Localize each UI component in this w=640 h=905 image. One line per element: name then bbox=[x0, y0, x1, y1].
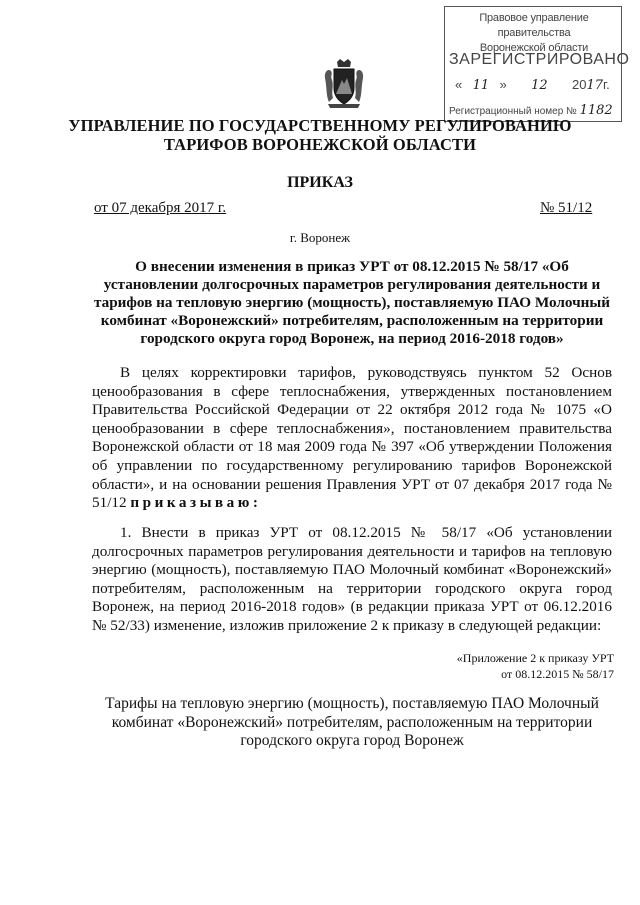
preamble-paragraph bbox=[92, 364, 612, 513]
stamp-date-month: 12 bbox=[531, 78, 548, 93]
organization-name-line1: УПРАВЛЕНИЕ ПО ГОСУДАРСТВЕННОМУ РЕГУЛИРОВАНИЮ bbox=[68, 116, 572, 135]
stamp-reg-label: Регистрационный номер № bbox=[449, 106, 577, 117]
stamp-date-open-quote: « bbox=[455, 77, 463, 92]
preamble-text: В целях корректировки тарифов, руководствуясь пунктом 52 Основ ценообразования в сфере теплоснабжения, утвержденных постановлением Правительства Российской Федерации от 22 октября 2012 года № 1075 «О ценообразовании в сфере теплоснабжения», постановлением правительства Воронежской области от 18 мая 2009 года № 397 «Об утверждении Положения об управлении по государственному регулированию тарифов Воронежской области», и на основании решения Правления УРТ от 07 декабря 2017 года № 51/12 bbox=[92, 364, 612, 512]
document-subject: О внесении изменения в приказ УРТ от 08.12.2015 № 58/17 «Об установлении долгосрочных параметров регулирования деятельности и тарифов на тепловую энергию (мощность), поставляемую ПАО Молочный комбинат «Воронежский» потребителям, расположенным на территории городского округа город Воронеж, на период 2016-2018 годов» bbox=[93, 258, 611, 347]
stamp-reg-value: 1182 bbox=[579, 103, 613, 118]
stamp-date-close-quote: » bbox=[499, 77, 507, 92]
document-city: г. Воронеж bbox=[289, 230, 351, 245]
stamp-date-year-end: г. bbox=[602, 77, 610, 92]
stamp-date-year-suffix: 17 bbox=[586, 78, 603, 93]
appendix-line2: от 08.12.2015 № 58/17 bbox=[501, 667, 614, 681]
order-word: приказываю: bbox=[130, 494, 262, 512]
document-date: от 07 декабря 2017 г. bbox=[94, 200, 227, 216]
tariffs-title: Тарифы на тепловую энергию (мощность), поставляемую ПАО Молочный комбинат «Воронежский» потребителям, расположенным на территории городского округа город Воронеж bbox=[105, 695, 599, 749]
stamp-date bbox=[455, 77, 615, 93]
coat-of-arms-icon bbox=[322, 58, 366, 110]
stamp-date-year-prefix: 20 bbox=[571, 77, 587, 92]
stamp-org-line2: Воронежской области bbox=[479, 42, 589, 54]
document-type: ПРИКАЗ bbox=[287, 174, 353, 191]
stamp-organization bbox=[451, 11, 617, 56]
stamp-date-day: 11 bbox=[472, 78, 490, 93]
organization-name-line2: ТАРИФОВ ВОРОНЕЖСКОЙ ОБЛАСТИ bbox=[163, 135, 477, 154]
appendix-reference bbox=[457, 650, 614, 682]
stamp-org-line1: Правовое управление правительства bbox=[479, 12, 589, 39]
stamp-registered-label: ЗАРЕГИСТРИРОВАНО bbox=[449, 51, 630, 68]
registration-stamp bbox=[444, 6, 630, 122]
document-number: № 51/12 bbox=[540, 200, 593, 216]
appendix-line1: «Приложение 2 к приказу УРТ bbox=[456, 651, 614, 665]
order-item-1: 1. Внести в приказ УРТ от 08.12.2015 № 58/17 «Об установлении долгосрочных параметров регулирования деятельности и тарифов на тепловую энергию (мощность), поставляемую ПАО Молочный комбинат «Воронежский» потребителям, расположенным на территории городского округа город Воронеж, на период 2016-2018 годов» (в редакции приказа УРТ от 06.12.2016 № 52/33) изменение, изложив приложение 2 к приказу в следующей редакции: bbox=[92, 524, 612, 634]
